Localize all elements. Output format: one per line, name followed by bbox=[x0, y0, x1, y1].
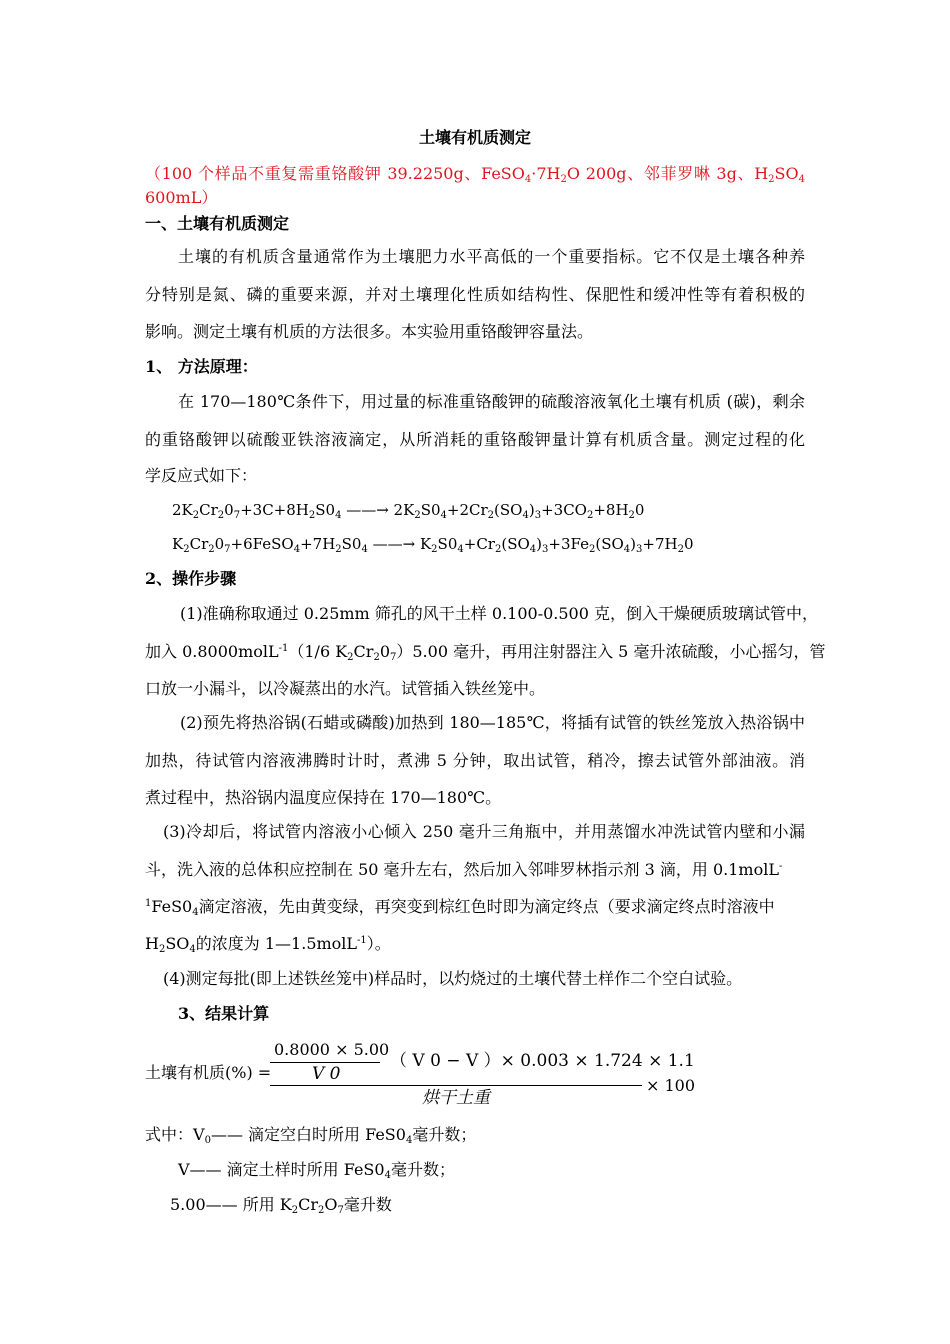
formula-main-fraction-bar bbox=[270, 1085, 642, 1086]
section-heading: 2、操作步骤 bbox=[145, 569, 237, 588]
step-3-line: (3)冷却后，将试管内溶液小心倾入 250 毫升三角瓶中，并用蒸馏水冲洗试管内壁和小漏 bbox=[163, 822, 805, 841]
formula-numerator-rest: （ V 0 − V ）× 0.003 × 1.724 × 1.1 bbox=[390, 1051, 695, 1071]
step-1-line: 加入 0.8000molL$^{-1}$（1/6 $K_2Cr_20_7)5.00$ 毫升，再用注射器注入 5 毫升浓硫酸，小心摇匀，管 bbox=[145, 642, 826, 663]
step-1-line: 口放一小漏斗，以冷凝蒸出的水汽。试管插入铁丝笼中。 bbox=[145, 679, 546, 698]
step-2-line: 加热，待试管内溶液沸腾时计时，煮沸 5 分钟，取出试管，稍冷，擦去试管外部油液。消 bbox=[145, 751, 805, 770]
paragraph-line: 土壤的有机质含量通常作为土壤肥力水平高低的一个重要指标。它不仅是土壤各种养 bbox=[178, 247, 805, 266]
variable-definition: V—— 滴定土样时所用 $FeS0_4$毫升数； bbox=[178, 1160, 455, 1181]
paragraph-line: 分特别是氮、磷的重要来源，并对土壤理化性质如结构性、保肥性和缓冲性等有着积极的 bbox=[145, 285, 805, 304]
step-4-line: (4)测定每批(即上述铁丝笼中)样品时，以灼烧过的土壤代替土样作二个空白试验。 bbox=[163, 969, 743, 988]
step-1-line: (1)准确称取通过 0.25mm 筛孔的风干土样 0.100-0.500 克，倒入干燥硬质玻璃试管中， bbox=[180, 604, 818, 623]
reagent-note-line1: （100 个样品不重复需重铬酸钾 39.2250g、$FeSO_4\cdot 7H_2O$ 200g、邻菲罗啉 3g、$H_2SO_4$ bbox=[145, 164, 805, 185]
section-heading: 一、土壤有机质测定 bbox=[145, 214, 290, 233]
chemical-equation-2: $K_2Cr_20_7+6FeSO_4+7H_2S0_4$ ——→ $K_2S0_4+Cr_2(SO_4)_3+3Fe_2(SO_4)_3+7H_20$ bbox=[172, 535, 694, 555]
formula-lhs: 土壤有机质(%) = bbox=[145, 1063, 272, 1082]
step-2-line: 煮过程中，热浴锅内温度应保持在 170—180℃。 bbox=[145, 788, 502, 807]
section-heading: 3、结果计算 bbox=[178, 1004, 270, 1023]
reagent-note-line2: 600mL） bbox=[145, 188, 218, 207]
paragraph-line: 在 170—180℃条件下，用过量的标准重铬酸钾的硫酸溶液氧化土壤有机质 (碳)，剩余 bbox=[178, 392, 805, 411]
paragraph-line: 影响。测定土壤有机质的方法很多。本实验用重铬酸钾容量法。 bbox=[145, 322, 594, 341]
step-2-line: (2)预先将热浴锅(石蜡或磷酸)加热到 180—185℃，将插有试管的铁丝笼放入热浴锅中 bbox=[180, 713, 805, 732]
formula-numerator-top: 0.8000 × 5.00 bbox=[274, 1040, 390, 1059]
section-heading: 1、 方法原理： bbox=[145, 357, 258, 376]
formula-times-100: × 100 bbox=[646, 1076, 696, 1095]
variable-definition: 5.00—— 所用 $K_2Cr_2O_7$毫升数 bbox=[170, 1195, 392, 1216]
document-title: 土壤有机质测定 bbox=[418, 128, 531, 147]
step-3-line: $^1FeS0_4$滴定溶液，先由黄变绿，再突变到棕红色时即为滴定终点（要求滴定终点时溶液中 bbox=[145, 897, 775, 918]
formula-numerator-bottom: V 0 bbox=[312, 1064, 341, 1084]
formula-inner-fraction-bar bbox=[270, 1062, 380, 1063]
paragraph-line: 的重铬酸钾以硫酸亚铁溶液滴定，从所消耗的重铬酸钾量计算有机质含量。测定过程的化 bbox=[145, 430, 805, 449]
step-3-line: 斗，洗入液的总体积应控制在 50 毫升左右，然后加入邻啡罗林指示剂 3 滴，用 0.1molL- bbox=[145, 860, 783, 879]
chemical-equation-1: $2K_2Cr_20_7+3C+8H_2S0_4$ ——→ $2K_2S0_4+2Cr_2(SO_4)_3+3CO_2+8H_20$ bbox=[172, 501, 645, 521]
formula-denominator: 烘干土重 bbox=[422, 1088, 490, 1108]
step-3-line: $H_2SO_4$的浓度为 1—1.5molL$^{-1}$）。 bbox=[145, 934, 391, 955]
paragraph-line: 学反应式如下： bbox=[145, 466, 258, 485]
variable-definition: 式中：$V_0——$ 滴定空白时所用 $FeS0_4$毫升数； bbox=[145, 1125, 477, 1146]
